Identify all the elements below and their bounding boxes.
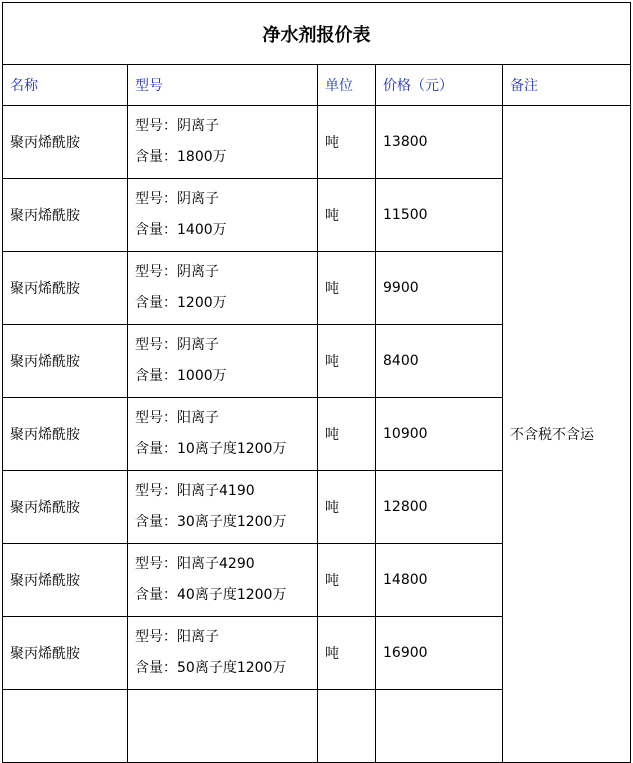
model-cell <box>128 398 318 471</box>
model-content: 含量：10离子度1200万 <box>135 441 287 457</box>
model-content: 含量：30离子度1200万 <box>135 514 287 530</box>
model-cell <box>128 544 318 617</box>
price: 14800 <box>376 544 503 617</box>
price: 8400 <box>376 325 503 398</box>
model-content: 含量：1000万 <box>135 368 227 384</box>
model-type: 型号：阴离子 <box>135 191 219 207</box>
unit: 吨 <box>318 617 376 690</box>
product-name: 聚丙烯酰胺 <box>3 398 128 471</box>
header-note: 备注 <box>503 65 631 106</box>
price: 16900 <box>376 617 503 690</box>
model-cell <box>128 325 318 398</box>
price: 12800 <box>376 471 503 544</box>
header-unit: 单位 <box>318 65 376 106</box>
header-name: 名称 <box>3 65 128 106</box>
model-content: 含量：40离子度1200万 <box>135 587 287 603</box>
product-name: 聚丙烯酰胺 <box>3 325 128 398</box>
unit: 吨 <box>318 398 376 471</box>
product-name: 聚丙烯酰胺 <box>3 106 128 179</box>
header-row <box>3 65 631 106</box>
model-type: 型号：阳离子 <box>135 629 219 645</box>
unit: 吨 <box>318 106 376 179</box>
model-type: 型号：阳离子 <box>135 410 219 426</box>
unit: 吨 <box>318 179 376 252</box>
model-type: 型号：阳离子4190 <box>135 483 255 499</box>
note-cell: 不含税不含运 <box>503 106 631 763</box>
model-cell <box>128 179 318 252</box>
model-content: 含量：50离子度1200万 <box>135 660 287 676</box>
unit: 吨 <box>318 252 376 325</box>
model-cell <box>128 471 318 544</box>
table-row <box>3 106 631 179</box>
product-name: 聚丙烯酰胺 <box>3 471 128 544</box>
model-type: 型号：阴离子 <box>135 337 219 353</box>
product-name: 聚丙烯酰胺 <box>3 179 128 252</box>
model-type: 型号：阴离子 <box>135 264 219 280</box>
header-price: 价格（元） <box>376 65 503 106</box>
unit: 吨 <box>318 471 376 544</box>
model-cell <box>128 252 318 325</box>
price: 11500 <box>376 179 503 252</box>
price-table <box>2 2 631 763</box>
empty-cell <box>128 690 318 763</box>
model-cell <box>128 617 318 690</box>
table-title: 净水剂报价表 <box>3 3 631 65</box>
header-model: 型号 <box>128 65 318 106</box>
title-row <box>3 3 631 65</box>
model-content: 含量：1800万 <box>135 149 227 165</box>
empty-cell <box>3 690 128 763</box>
unit: 吨 <box>318 544 376 617</box>
model-type: 型号：阴离子 <box>135 118 219 134</box>
unit: 吨 <box>318 325 376 398</box>
model-cell <box>128 106 318 179</box>
model-content: 含量：1200万 <box>135 295 227 311</box>
price: 9900 <box>376 252 503 325</box>
product-name: 聚丙烯酰胺 <box>3 617 128 690</box>
price: 10900 <box>376 398 503 471</box>
empty-cell <box>376 690 503 763</box>
model-type: 型号：阳离子4290 <box>135 556 255 572</box>
price-sheet <box>2 2 630 763</box>
product-name: 聚丙烯酰胺 <box>3 544 128 617</box>
empty-cell <box>318 690 376 763</box>
product-name: 聚丙烯酰胺 <box>3 252 128 325</box>
model-content: 含量：1400万 <box>135 222 227 238</box>
price: 13800 <box>376 106 503 179</box>
